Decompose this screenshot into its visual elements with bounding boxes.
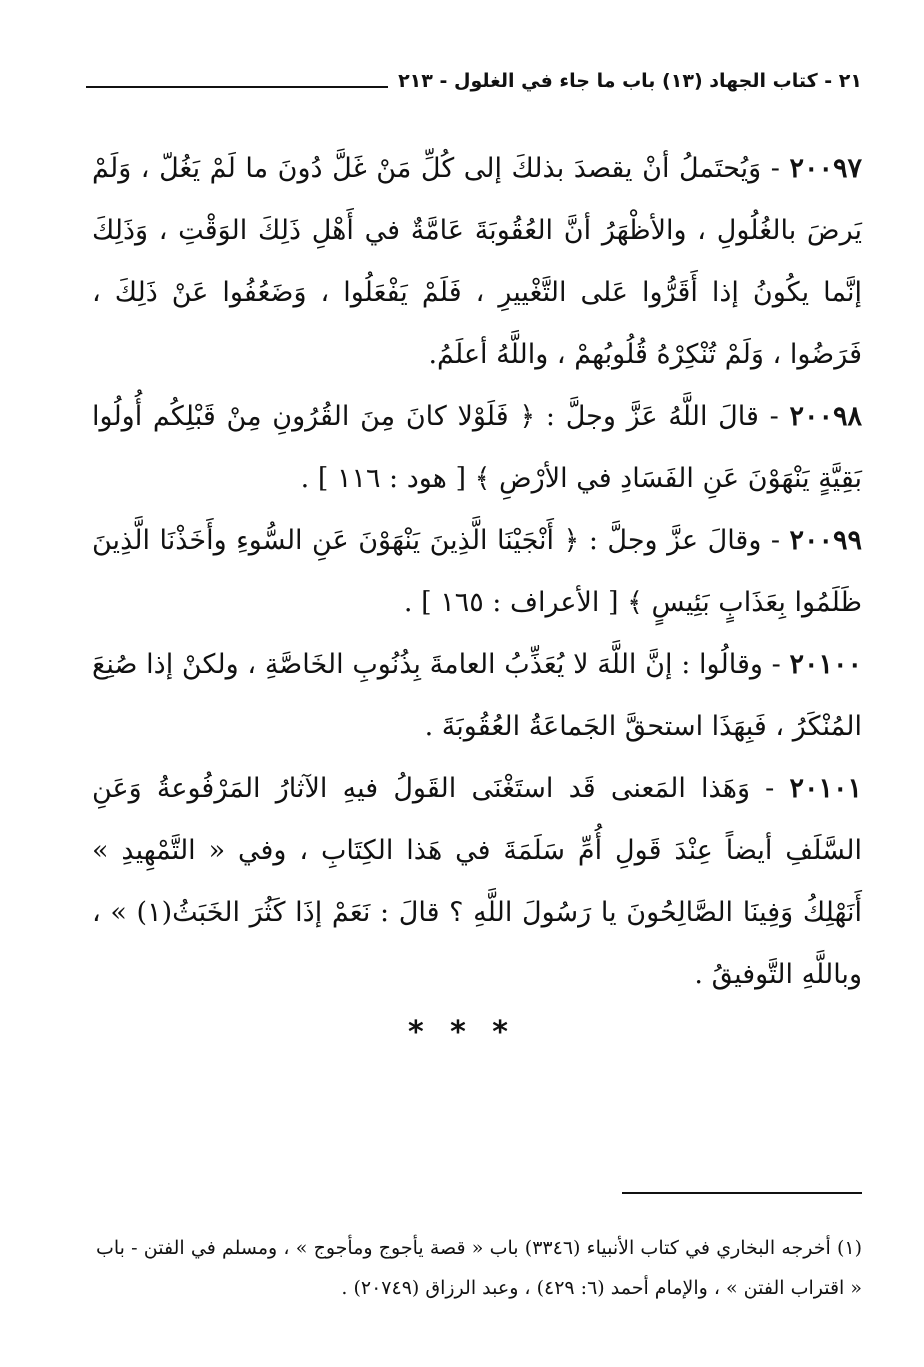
paragraph (92, 386, 862, 510)
paragraph-number: ٢٠٠٩٧ (789, 153, 862, 184)
paragraph (92, 634, 862, 758)
paragraph-text: - وَيُحتَملُ أنْ يقصدَ بذلكَ إلى كُلِّ مَنْ غَلَّ دُونَ ما لَمْ يَغُلّ ، وَلَمْ يَرضَ بالغُلُولِ ، والأظْهَرُ أنَّ العُقُوبَةَ عَامَّةٌ في أَهْلِ ذَلِكَ الوَقْتِ ، وَذَلِكَ إنَّما يكُونُ إذا أَقَرُّوا عَلى التَّغْييرِ ، فَلَمْ يَفْعَلُوا ، وَضَعُفُوا عَنْ ذَلِكَ ، فَرَضُوا ، وَلَمْ تُنْكِرْهُ قُلُوبُهمْ ، واللَّهُ أعلَمُ. (92, 153, 862, 370)
running-head (86, 64, 862, 104)
paragraph (92, 510, 862, 634)
paragraph-text: - وَهَذا المَعنى قَد استَغْنَى القَولُ فيهِ الآثارُ المَرْفُوعةُ وَعَنِ السَّلَفِ أيضاً عِنْدَ قَولِ أُمِّ سَلَمَةَ في هَذا الكِتَابِ ، وفي « التَّمْهِيدِ » أَنَهْلِكُ وَفِينَا الصَّالِحُونَ يا رَسُولَ اللَّهِ ؟ قالَ : نَعَمْ إذَا كَثُرَ الخَبَثُ(١) » ، وباللَّهِ التَّوفيقُ . (92, 773, 862, 990)
paragraph-number: ٢٠٠٩٩ (789, 525, 862, 556)
running-head-title: ٢١ - كتاب الجهاد (١٣) باب ما جاء في الغلول - ٢١٣ (388, 70, 862, 92)
footnote: (١) أخرجه البخاري في كتاب الأنبياء (٣٣٤٦) باب « قصة يأجوج ومأجوج » ، ومسلم في الفتن - باب « اقتراب الفتن » ، والإمام أحمد (٦: ٤٢٩) ، وعبد الرزاق (٢٠٧٤٩) . (96, 1237, 863, 1299)
footnote-rule (622, 1192, 862, 1194)
paragraph-text: - وقالَ عزَّ وجلَّ : ﴿ أَنْجَيْنَا الَّذِينَ يَنْهَوْنَ عَنِ السُّوءِ وأَخَذْنَا الَّذِينَ ظَلَمُوا بِعَذَابٍ بَئِيسٍ ﴾ [ الأعراف : ١٦٥ ] . (92, 525, 862, 618)
paragraph-text: - وقالُوا : إنَّ اللَّهَ لا يُعَذِّبُ العامةَ بِذُنُوبِ الخَاصَّةِ ، ولكنْ إذا صُنِعَ المُنْكَرُ ، فَبِهَذَا استحقَّ الجَماعَةُ العُقُوبَةَ . (92, 649, 862, 742)
paragraph (92, 758, 862, 1006)
paragraph-number: ٢٠٠٩٨ (789, 401, 862, 432)
paragraph-text: - قالَ اللَّهُ عَزَّ وجلَّ : ﴿ فَلَوْلا كانَ مِنَ القُرُونِ مِنْ قَبْلِكُم أُولُوا بَقِيَّةٍ يَنْهَوْنَ عَنِ الفَسَادِ في الأرْضِ ﴾ [ هود : ١١٦ ] . (92, 401, 862, 494)
footnotes (96, 1228, 862, 1308)
paragraph-number: ٢٠١٠١ (789, 773, 862, 804)
main-text (92, 138, 862, 1006)
section-separator: * * * (408, 1015, 516, 1050)
paragraph (92, 138, 862, 386)
paragraph-number: ٢٠١٠٠ (789, 649, 862, 680)
